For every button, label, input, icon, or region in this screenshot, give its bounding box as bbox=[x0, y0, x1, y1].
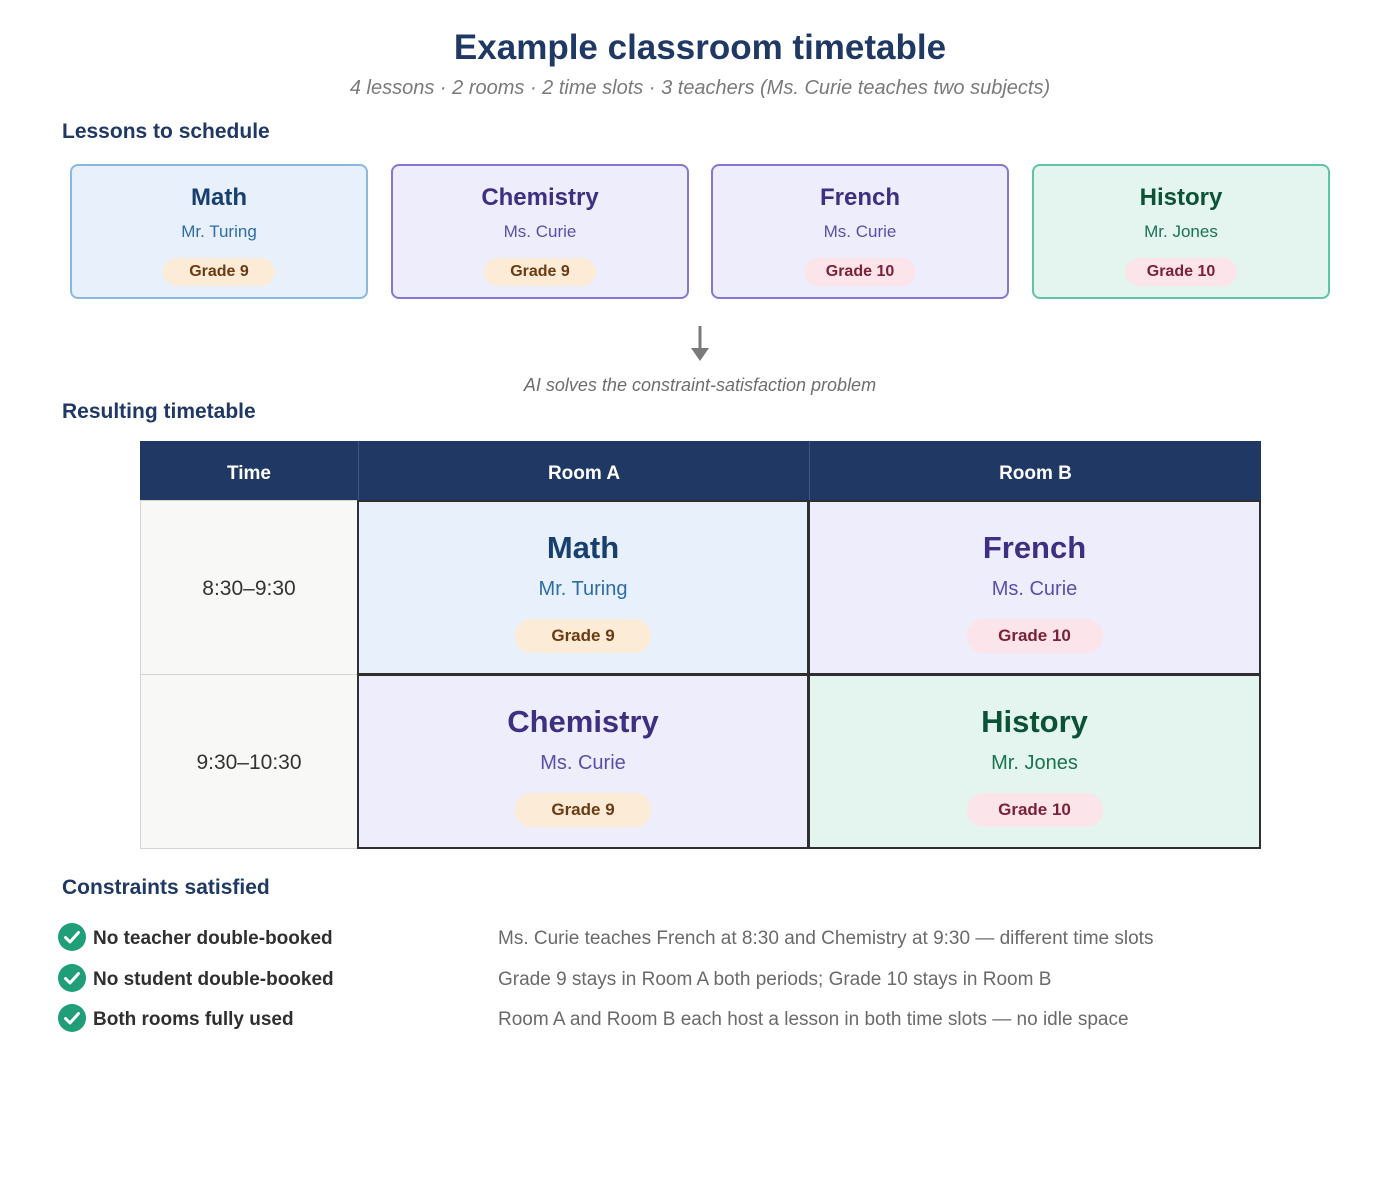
column-header-time: Time bbox=[140, 441, 358, 500]
grade-badge: Grade 10 bbox=[1125, 258, 1237, 286]
constraint-item bbox=[58, 1004, 1358, 1034]
timetable-cell-math bbox=[357, 500, 809, 675]
cell-subject: Chemistry bbox=[507, 704, 659, 739]
cell-teacher: Ms. Curie bbox=[991, 578, 1078, 600]
constraints-heading: Constraints satisfied bbox=[62, 876, 270, 899]
cell-teacher: Mr. Turing bbox=[538, 578, 628, 600]
timetable bbox=[140, 441, 1261, 850]
time-slot: 8:30–9:30 bbox=[140, 500, 358, 675]
cell-subject: French bbox=[982, 530, 1087, 565]
check-circle-icon bbox=[58, 964, 86, 992]
lesson-card-history bbox=[1032, 164, 1330, 299]
grade-badge: Grade 9 bbox=[484, 258, 596, 286]
constraint-label: Both rooms fully used bbox=[93, 1009, 294, 1030]
page-title: Example classroom timetable bbox=[453, 28, 947, 67]
grade-badge: Grade 10 bbox=[967, 793, 1103, 827]
check-circle-icon bbox=[58, 923, 86, 951]
solver-caption: AI solves the constraint-satisfaction problem bbox=[523, 375, 877, 395]
constraint-detail: Ms. Curie teaches French at 8:30 and Chemistry at 9:30 — different time slots bbox=[498, 928, 1154, 949]
lesson-card-french bbox=[711, 164, 1009, 299]
lessons-heading: Lessons to schedule bbox=[62, 120, 270, 143]
lesson-card-chemistry bbox=[391, 164, 689, 299]
lesson-teacher: Mr. Turing bbox=[181, 222, 257, 241]
grade-badge: Grade 10 bbox=[804, 258, 916, 286]
constraint-label: No teacher double-booked bbox=[93, 928, 333, 949]
timetable-cell-french bbox=[808, 500, 1261, 675]
column-header-room-b: Room B bbox=[809, 441, 1261, 500]
lesson-card-math bbox=[70, 164, 368, 299]
constraint-item bbox=[58, 964, 1358, 994]
grade-badge: Grade 9 bbox=[515, 793, 651, 827]
grade-badge: Grade 10 bbox=[967, 619, 1103, 653]
timetable-cell-history bbox=[808, 674, 1261, 849]
constraint-detail: Room A and Room B each host a lesson in both time slots — no idle space bbox=[498, 1009, 1129, 1030]
lesson-subject: History bbox=[1139, 184, 1223, 211]
column-header-room-a: Room A bbox=[358, 441, 809, 500]
lesson-subject: Math bbox=[191, 184, 247, 211]
lesson-teacher: Mr. Jones bbox=[1144, 222, 1218, 241]
cell-subject: Math bbox=[546, 530, 620, 565]
constraint-item bbox=[58, 923, 1358, 953]
constraint-label: No student double-booked bbox=[93, 969, 334, 990]
cell-subject: History bbox=[981, 704, 1088, 739]
grade-badge: Grade 9 bbox=[163, 258, 275, 286]
timetable-cell-chemistry bbox=[357, 674, 809, 849]
lesson-cards bbox=[70, 164, 1330, 300]
check-circle-icon bbox=[58, 1004, 86, 1032]
time-slot: 9:30–10:30 bbox=[140, 674, 358, 849]
lesson-teacher: Ms. Curie bbox=[503, 222, 577, 241]
lesson-subject: French bbox=[819, 184, 900, 211]
constraint-detail: Grade 9 stays in Room A both periods; Grade 10 stays in Room B bbox=[498, 969, 1052, 990]
cell-teacher: Ms. Curie bbox=[540, 752, 626, 774]
timetable-heading: Resulting timetable bbox=[62, 400, 256, 423]
down-arrow-icon bbox=[688, 326, 712, 362]
lesson-teacher: Ms. Curie bbox=[823, 222, 897, 241]
page-subtitle: 4 lessons · 2 rooms · 2 time slots · 3 teachers (Ms. Curie teaches two subjects) bbox=[349, 77, 1051, 99]
lesson-subject: Chemistry bbox=[481, 184, 599, 211]
grade-badge: Grade 9 bbox=[515, 619, 651, 653]
cell-teacher: Mr. Jones bbox=[991, 752, 1078, 774]
